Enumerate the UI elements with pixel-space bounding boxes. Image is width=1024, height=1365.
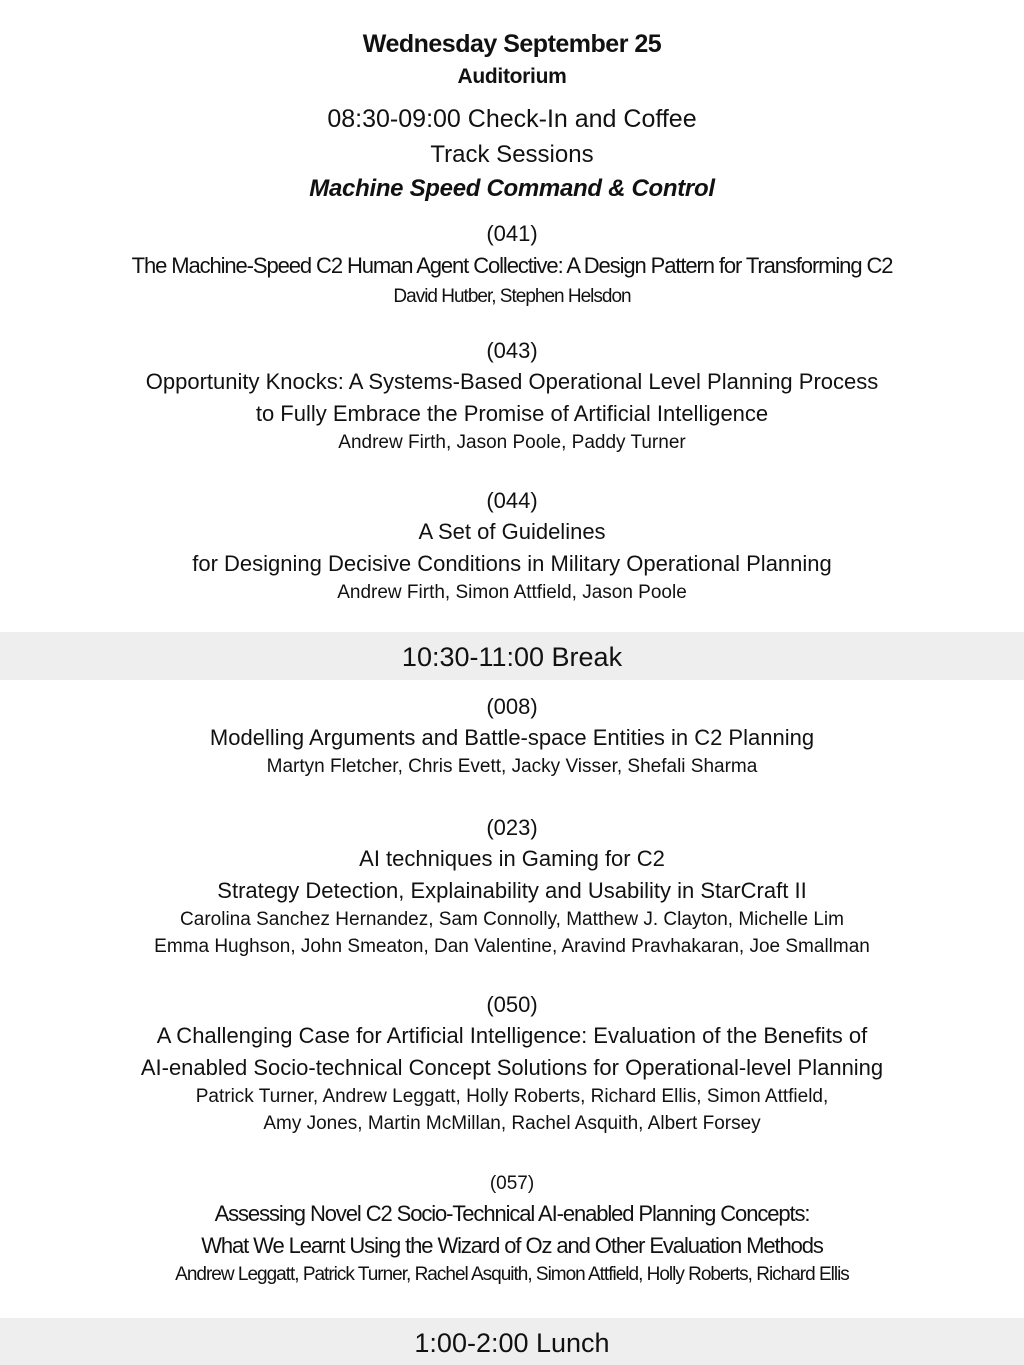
paper-number: (008) [486, 694, 538, 719]
paper-title: Opportunity Knocks: A Systems-Based Operational Level Planning Process [145, 369, 879, 394]
paper-title: Assessing Novel C2 Socio-Technical AI-enabled Planning Concepts: [214, 1201, 810, 1226]
paper-title: AI-enabled Socio-technical Concept Solutions for Operational-level Planning [140, 1055, 884, 1080]
checkin-slot: 08:30-09:00 Check-In and Coffee [327, 105, 697, 133]
paper-title: AI techniques in Gaming for C2 [359, 846, 665, 871]
paper-number: (057) [489, 1173, 535, 1194]
paper-number: (043) [486, 338, 538, 363]
session-title: Machine Speed Command & Control [309, 175, 715, 202]
paper-title: A Set of Guidelines [418, 519, 606, 544]
break-label: 10:30-11:00 Break [401, 642, 623, 672]
paper-title: A Challenging Case for Artificial Intelligence: Evaluation of the Benefits of [156, 1023, 868, 1048]
lunch-label: 1:00-2:00 Lunch [414, 1328, 610, 1358]
paper-authors: Andrew Firth, Simon Attfield, Jason Poole [337, 582, 687, 603]
paper-authors: Patrick Turner, Andrew Leggatt, Holly Roberts, Richard Ellis, Simon Attfield, [195, 1086, 829, 1107]
track-label: Track Sessions [430, 141, 594, 168]
paper-authors: Andrew Leggatt, Patrick Turner, Rachel Asquith, Simon Attfield, Holly Roberts, Richard Ellis [175, 1264, 849, 1285]
paper-authors: Amy Jones, Martin McMillan, Rachel Asquith, Albert Forsey [263, 1113, 761, 1134]
paper-number: (041) [486, 221, 538, 246]
paper-authors: David Hutber, Stephen Helsdon [393, 286, 631, 307]
paper-authors: Andrew Firth, Jason Poole, Paddy Turner [338, 432, 686, 453]
paper-title: Modelling Arguments and Battle-space Entities in C2 Planning [209, 725, 815, 750]
paper-title: The Machine-Speed C2 Human Agent Collective: A Design Pattern for Transforming C2 [131, 253, 893, 278]
room-heading: Auditorium [457, 65, 567, 88]
paper-authors: Emma Hughson, John Smeaton, Dan Valentine, Aravind Pravhakaran, Joe Smallman [154, 936, 870, 957]
paper-title: What We Learnt Using the Wizard of Oz and Other Evaluation Methods [201, 1233, 823, 1258]
paper-authors: Martyn Fletcher, Chris Evett, Jacky Visser, Shefali Sharma [266, 756, 758, 777]
paper-number: (023) [486, 815, 538, 840]
paper-authors: Carolina Sanchez Hernandez, Sam Connolly, Matthew J. Clayton, Michelle Lim [180, 909, 844, 930]
paper-number: (044) [486, 488, 538, 513]
paper-title: to Fully Embrace the Promise of Artificial Intelligence [255, 401, 769, 426]
day-heading: Wednesday September 25 [362, 30, 662, 58]
paper-number: (050) [486, 992, 538, 1017]
paper-title: for Designing Decisive Conditions in Military Operational Planning [192, 551, 832, 576]
paper-title: Strategy Detection, Explainability and Usability in StarCraft II [217, 878, 807, 903]
